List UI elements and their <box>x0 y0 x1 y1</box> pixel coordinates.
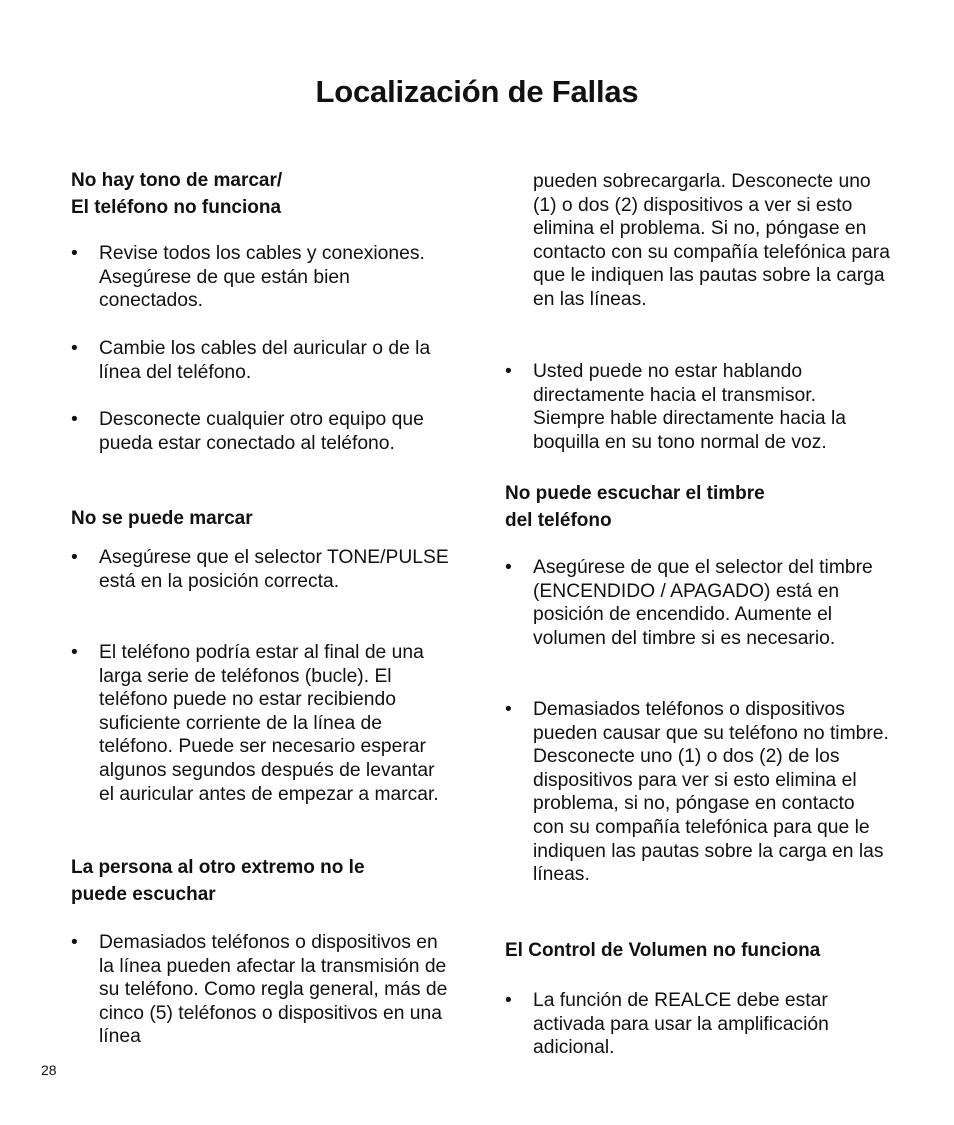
bullet-glyph: • <box>71 642 78 663</box>
bullet-text: Demasiados teléfonos o dispositivos pueden causar que su teléfono no timbre. Desconecte uno (1) o dos (2) de los dispositivos para ver si esto elimina el problema, si no, póngase en contacto con su compañía telefónica para que le indiquen las pautas sobre la carga en las líneas. <box>533 699 889 886</box>
bullet-text: El teléfono podría estar al final de una larga serie de teléfonos (bucle). El teléfono puede no estar recibiendo suficiente corriente de la línea de teléfono. Puede ser necesario esperar algunos segundos después de levantar el auricular antes de empezar a marcar. <box>99 642 439 805</box>
bullet-text: La función de REALCE debe estar activada para usar la amplificación adicional. <box>533 990 829 1059</box>
section-heading-line: No puede escuchar el timbre <box>505 483 765 504</box>
bullet-glyph: • <box>505 990 512 1011</box>
bullet-text: Usted puede no estar hablando directamente hacia el transmisor. Siempre hable directamente hacia la boquilla en su tono normal de voz. <box>533 361 846 453</box>
bullet-text: Desconecte cualquier otro equipo que pueda estar conectado al teléfono. <box>99 409 424 454</box>
bullet-glyph: • <box>71 932 78 953</box>
page-title: Localización de Fallas <box>315 74 639 109</box>
section-no-dial-tone-heading <box>71 168 282 221</box>
section-heading-line: No hay tono de marcar/ <box>71 170 283 191</box>
section-heading-line: puede escuchar <box>71 883 216 905</box>
bullet-glyph: • <box>505 557 512 578</box>
bullet-text: Cambie los cables del auricular o de la línea del teléfono. <box>99 338 431 383</box>
bullet-text: Asegúrese de que el selector del timbre (ENCENDIDO / APAGADO) está en posición de encendido. Aumente el volumen del timbre si es necesario. <box>533 557 873 649</box>
section-heading: El Control de Volumen no funciona <box>505 940 821 961</box>
section-heading-line: del teléfono <box>505 509 612 531</box>
section-heading: No se puede marcar <box>71 508 253 529</box>
bullet-glyph: • <box>71 338 78 359</box>
bullet-glyph: • <box>505 361 512 382</box>
bullet-item <box>505 698 890 887</box>
bullet-item <box>71 641 453 806</box>
section-cannot-dial-heading <box>71 506 253 533</box>
bullet-item <box>505 360 890 454</box>
bullet-item <box>71 337 453 384</box>
bullet-item <box>505 556 890 650</box>
bullet-text: Asegúrese que el selector TONE/PULSE está en la posición correcta. <box>99 547 449 592</box>
section-no-ring-heading <box>505 481 765 534</box>
section-heading-line: La persona al otro extremo no le <box>71 857 365 878</box>
bullet-glyph: • <box>505 699 512 720</box>
bullet-text: Demasiados teléfonos o dispositivos en la línea pueden afectar la transmisión de su teléfono. Como regla general, más de cinco (5) teléfonos o dispositivos en una línea <box>99 932 448 1048</box>
page-number: 28 <box>41 1062 57 1078</box>
bullet-item <box>505 989 890 1060</box>
bullet-item <box>71 408 453 455</box>
bullet-text: pueden sobrecargarla. Desconecte uno (1) o dos (2) dispositivos a ver si esto elimina el problema. Si no, póngase en contacto con su compañía telefónica para que le indiquen las pautas sobre la carga en las líneas. <box>533 171 890 310</box>
bullet-item <box>71 242 453 313</box>
bullet-text: Revise todos los cables y conexiones. Asegúrese de que están bien conectados. <box>99 243 425 312</box>
bullet-glyph: • <box>71 409 78 430</box>
section-not-heard-heading <box>71 855 365 908</box>
bullet-continuation <box>505 170 890 312</box>
bullet-item <box>71 546 453 593</box>
section-volume-heading <box>505 938 820 965</box>
bullet-glyph: • <box>71 243 78 264</box>
bullet-item <box>71 931 453 1049</box>
bullet-glyph: • <box>71 547 78 568</box>
section-heading-line: El teléfono no funciona <box>71 196 282 218</box>
